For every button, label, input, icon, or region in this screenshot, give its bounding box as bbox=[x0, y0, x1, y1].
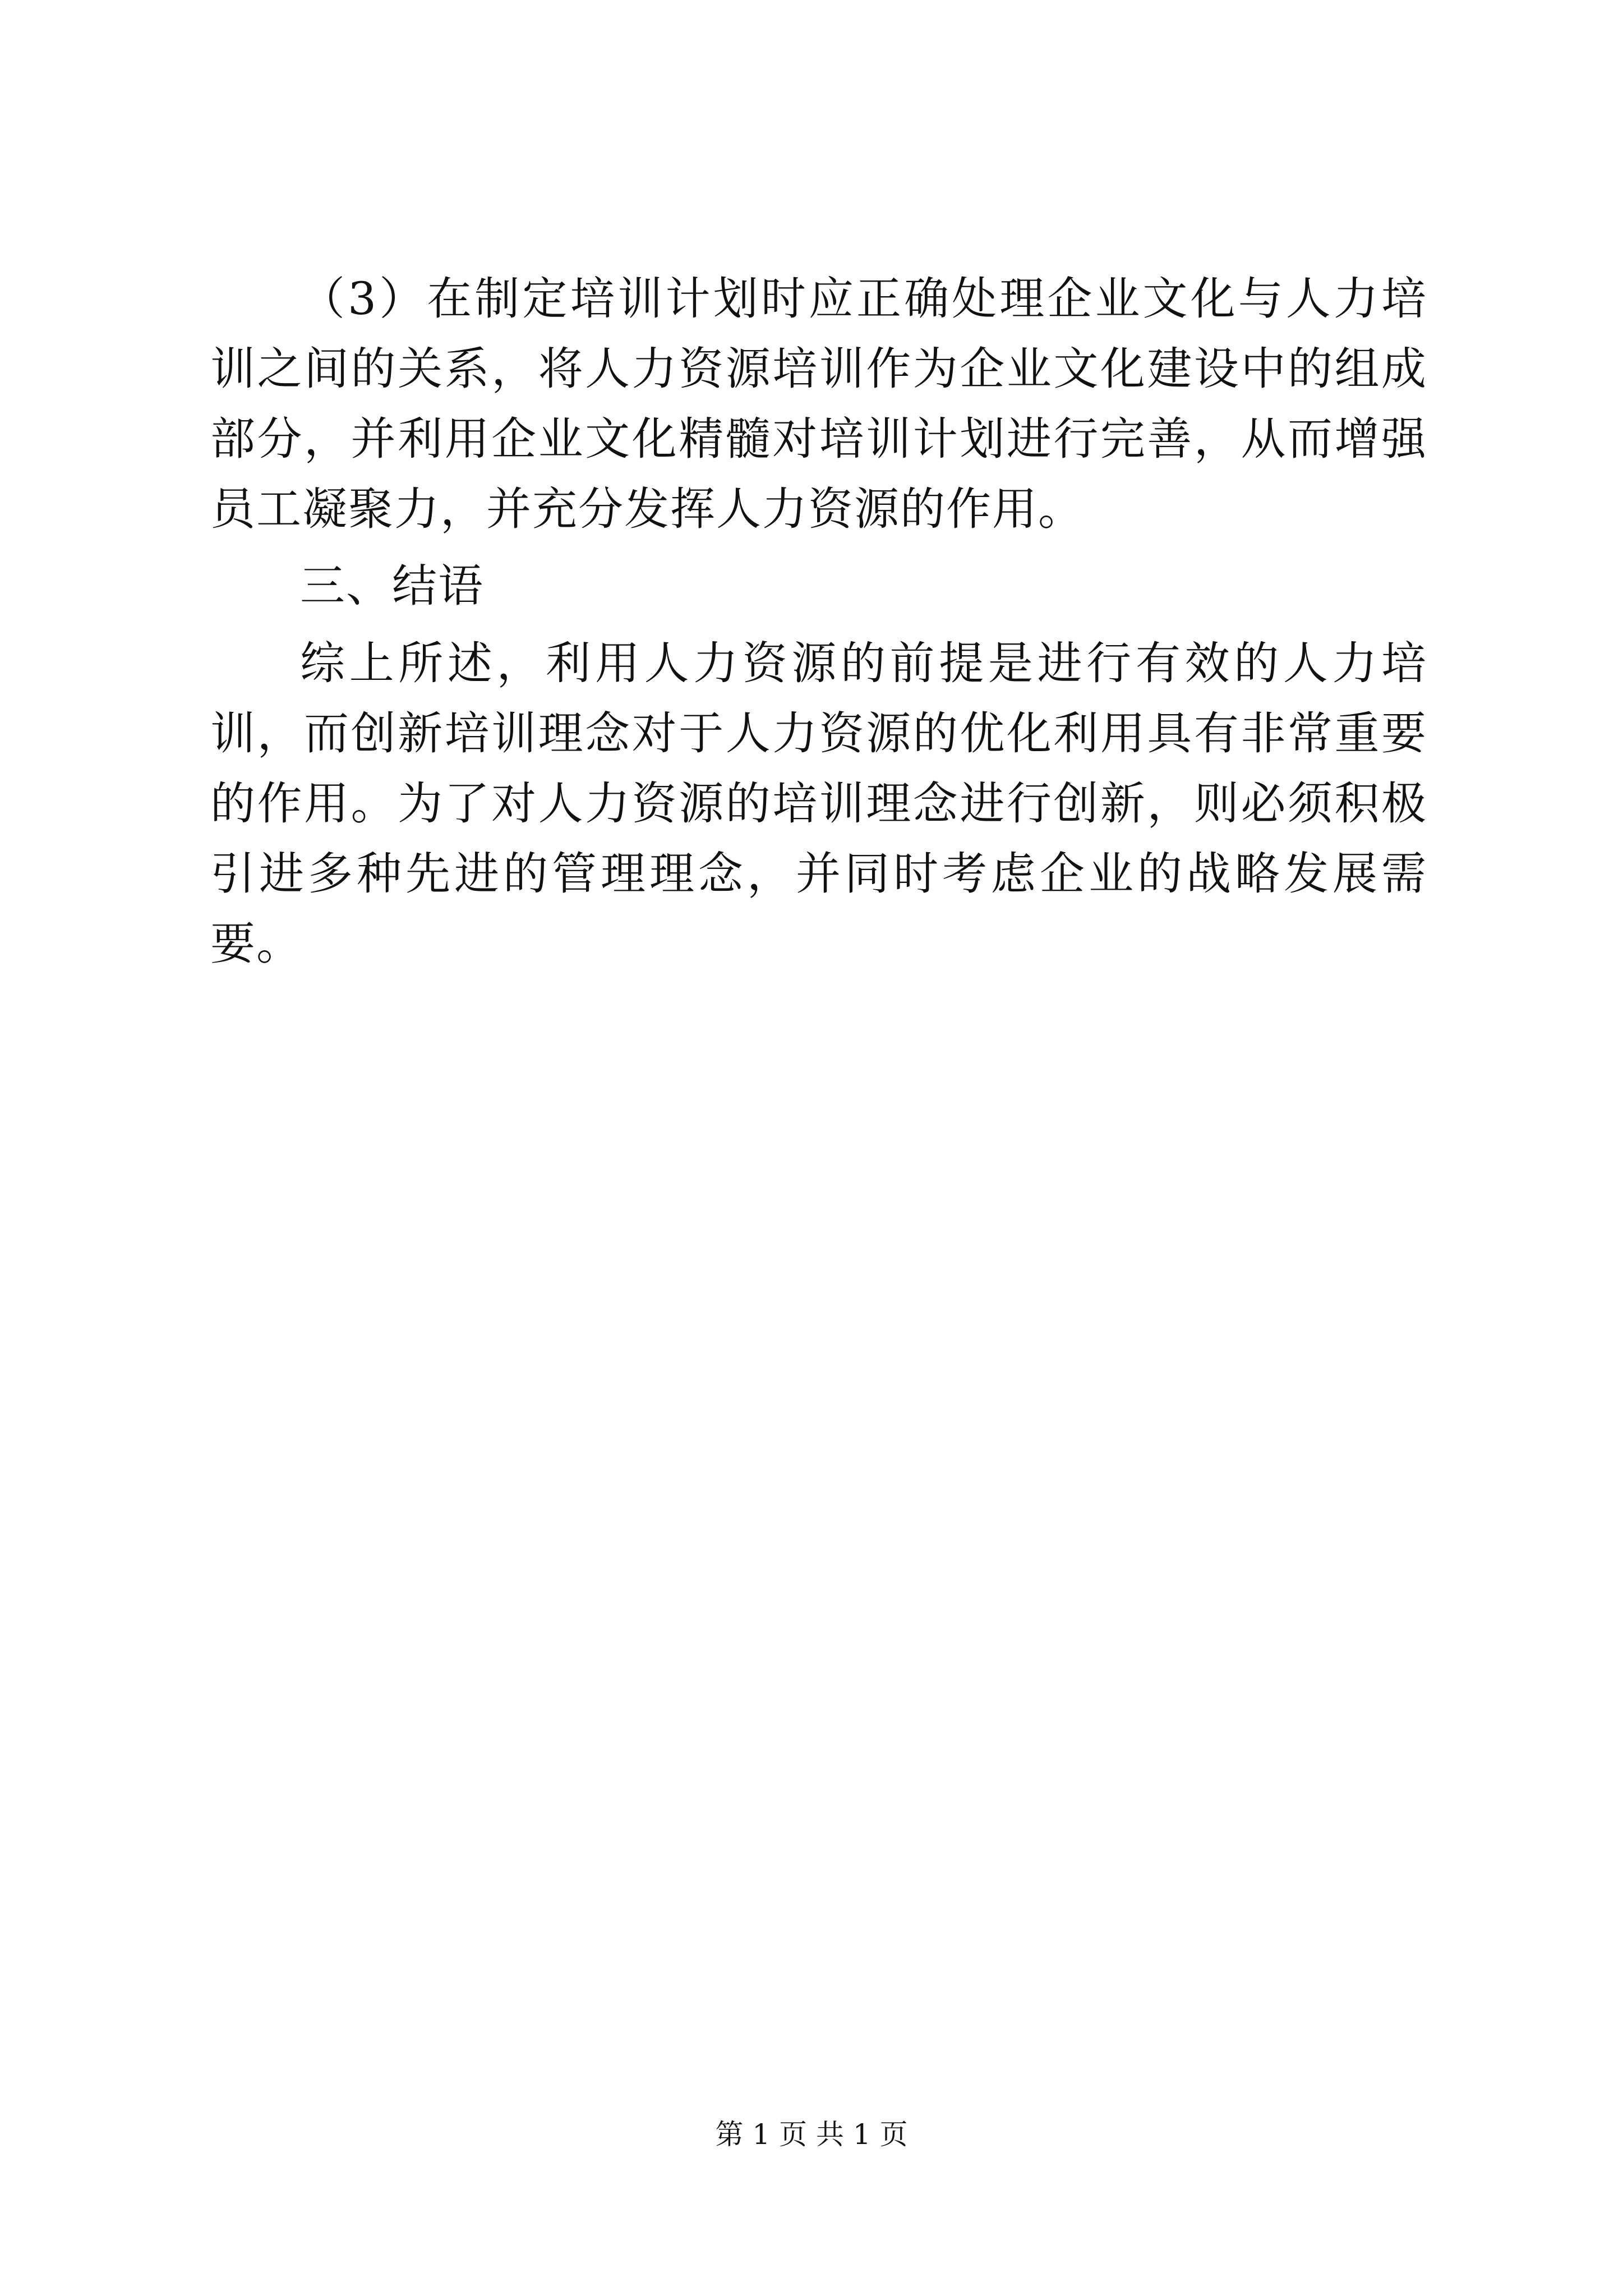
document-body bbox=[210, 264, 1427, 979]
paragraph-training-plan: （3）在制定培训计划时应正确处理企业文化与人力培训之间的关系，将人力资源培训作为企业文化建设中的组成部分，并利用企业文化精髓对培训计划进行完善，从而增强员工凝聚力，并充分发挥人力资源的作用。 bbox=[210, 273, 1427, 535]
page-number-footer: 第 1 页 共 1 页 bbox=[715, 2118, 908, 2151]
paragraph-conclusion: 综上所述，利用人力资源的前提是进行有效的人力培训，而创新培训理念对于人力资源的优化利用具有非常重要的作用。为了对人力资源的培训理念进行创新，则必须积极引进多种先进的管理理念，并同时考虑企业的战略发展需要。 bbox=[210, 637, 1427, 970]
section-heading-conclusion: 三、结语 bbox=[300, 560, 484, 612]
